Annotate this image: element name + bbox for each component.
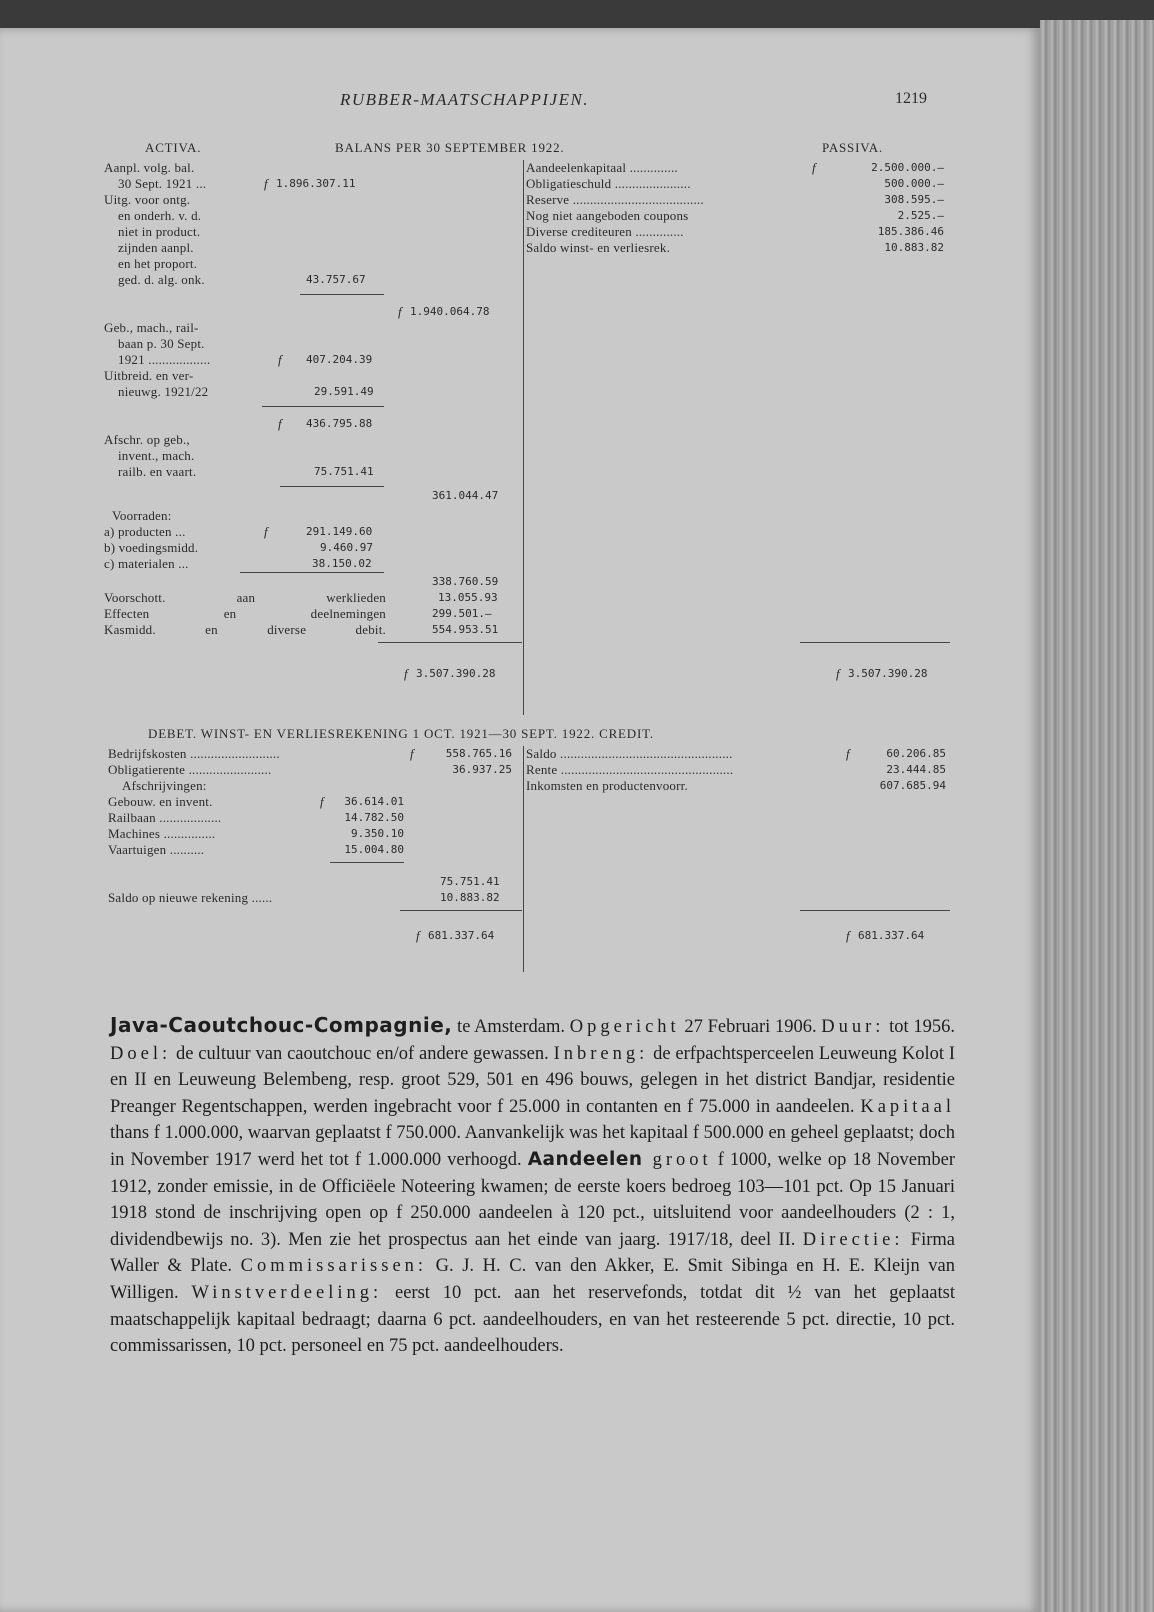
top-dark-edge [0, 0, 1154, 30]
kw-doel: Doel: [110, 1043, 172, 1064]
page-edges [1040, 20, 1154, 1612]
passiva-values: 2.500.000.— 500.000.— 308.595.— 2.525.— 185.386.46 10.883.82 [871, 161, 944, 254]
f-sign: f [410, 746, 414, 761]
wv-title: DEBET. WINST- EN VERLIESREKENING 1 OCT. 1921—30 SEPT. 1922. CREDIT. [148, 726, 654, 741]
geb-value: 407.204.39 [306, 353, 373, 366]
kw-winstverdeeling: Winstverdeeling: [191, 1282, 383, 1303]
company-article: Java-Caoutchouc-Compagnie, te Amsterdam. Opgericht 27 Februari 1906. Duur: tot 1956. Doel: de cultuur van caoutchouc en/of andere gewassen. Inbreng: de erfpachtsperceelen Leuweung Kolot I en II en Leuweung Belembeng, resp. groot 529, 501 en 496 bouws, gelegen in het district Bandjar, residentie Preanger Regentschappen, werden ingebracht voor f 25.000 in contanten en f 75.000 in aandeelen. Kapitaal thans f 1.000.000, waarvan geplaatst f 750.000. Aanvankelijk was het kapitaal f 500.000 en geheel geplaatst; doch in November 1917 werd het tot f 1.000.000 verhoogd. Aandeelen groot f 1000, welke op 18 November 1912, zonder emissie, in de Officiëele Noteering kwamen; de eerste koers bedroeg 103—101 pct. Op 15 Januari 1918 stond de inschrijving open op f 250.000 aandeelen à 120 pct., uitsluitend voor aandeelhouders (2 : 1, dividendbewijs no. 3). Men zie het prospectus aan het einde van jaarg. 1917/18, deel II. Directie: Firma Waller & Plate. Commissarissen: G. J. H. C. van den Akker, E. Smit Sibinga en H. E. Kleijn van Willigen. Winstverdeeling: eerst 10 pct. aan het reservefonds, totdat dit ½ van het geplaatst maatschappelijk kapitaal bedraagt; daarna 6 pct. aandeelhouders, en van het resteerende 5 pct. directie, 10 pct. commissarissen, 10 pct. personeel en 75 pct. aandeelhouders. [110, 1013, 956, 1357]
f-sign: f [264, 524, 268, 539]
kw-duur: Duur: [821, 1017, 885, 1037]
afschr-total: 75.751.41 [440, 875, 500, 888]
saldo-value: 10.883.82 [440, 891, 500, 904]
f-sign: f [398, 304, 402, 319]
credit-labels: Saldo .................................................. Rente .................................................. Inkomsten en productenvoorr. [526, 746, 734, 793]
activa-total: 3.507.390.28 [416, 667, 496, 680]
f-sign: f [278, 416, 282, 431]
total-rule [800, 642, 950, 643]
activa-label: ACTIVA. [145, 140, 202, 155]
passiva-total: 3.507.390.28 [848, 667, 928, 680]
activa-geb-lines: Geb., mach., rail- baan p. 30 Sept. 1921 .................. Uitbreid. en ver- nieuwg. 1921/22 [104, 320, 211, 399]
page-number: 1219 [895, 90, 927, 107]
other-activa-labels: Voorschott. aan werklieden Effecten en deelnemingen Kasmidd. en diverse debit. [104, 590, 386, 637]
credit-total: 681.337.64 [858, 929, 925, 942]
voorraden-values: 291.149.60 9.460.97 38.150.02 [306, 525, 373, 570]
saldo-label: Saldo op nieuwe rekening ...... [108, 890, 273, 905]
uitbreid-value: 29.591.49 [314, 385, 374, 398]
afschr-item-values: 36.614.01 14.782.50 9.350.10 15.004.80 [344, 795, 404, 856]
total-rule [378, 642, 522, 643]
passiva-labels: Aandeelenkapitaal .............. Obligatieschuld ...................... Reserve ...................................... Nog niet aangeboden coupons Diverse crediteuren .............. Saldo winst- en verliesrek. [526, 160, 704, 255]
kw-inbreng: Inbreng: [553, 1043, 649, 1064]
kw-directie: Directie: [802, 1229, 904, 1250]
kw-opgericht: Opgericht [569, 1017, 680, 1037]
subtotal-2: 361.044.47 [432, 489, 499, 502]
total-rule [800, 910, 950, 911]
kw-commissarissen: Commissarissen: [240, 1256, 428, 1277]
f-sign: f [320, 794, 324, 809]
sum-rule [280, 486, 384, 487]
afschr-value: 75.751.41 [314, 465, 374, 478]
kw-aandeelen: Aandeelen [527, 1148, 643, 1170]
sum-rule [262, 406, 384, 407]
aanpl-value: 1.896.307.11 [276, 177, 356, 190]
debet-total: 681.337.64 [428, 929, 495, 942]
sum-rule [300, 294, 384, 295]
geb-sum: 436.795.88 [306, 417, 373, 430]
activa-aanpl-lines: Aanpl. volg. bal. 30 Sept. 1921 ... Uitg. voor ontg. en onderh. v. d. niet in product. zijnden aanpl. en het proport. ged. d. alg. onk. [104, 160, 207, 287]
kw-kapitaal: Kapitaal [860, 1096, 955, 1117]
voorraden-title: Voorraden: [112, 508, 172, 523]
f-sign: f [416, 928, 420, 943]
running-header: RUBBER-MAATSCHAPPIJEN. [340, 90, 590, 109]
subtotal-1: 1.940.064.78 [410, 305, 490, 318]
f-sign: f [264, 176, 268, 191]
balans-title: BALANS PER 30 SEPTEMBER 1922. [335, 140, 565, 155]
debet-values: 558.765.16 36.937.25 [445, 747, 512, 776]
f-sign: f [278, 352, 282, 367]
sum-rule [240, 572, 384, 573]
debet-labels: Bedrijfskosten .......................... Obligatierente ........................ Afschrijvingen: Gebouw. en invent. Railbaan .................. Machines ............... Vaartuigen .......... [108, 746, 280, 857]
total-rule [400, 910, 522, 911]
company-name: Java-Caoutchouc-Compagnie, [110, 1013, 453, 1037]
voorraden-labels: a) producten ... b) voedingsmidd. c) materialen ... [104, 524, 199, 571]
balans-divider [523, 160, 524, 715]
book-page [0, 28, 1040, 1612]
credit-values: 60.206.85 23.444.85 607.685.94 [879, 747, 946, 792]
sum-rule [330, 862, 404, 863]
f-sign: f [846, 746, 850, 761]
f-sign: f [836, 666, 840, 681]
ontg-value: 43.757.67 [306, 273, 366, 286]
other-activa-values: 13.055.93 299.501.— 554.953.51 [432, 591, 499, 636]
f-sign: f [404, 666, 408, 681]
subtotal-3: 338.760.59 [432, 575, 499, 588]
wv-divider [523, 746, 524, 972]
f-sign: f [846, 928, 850, 943]
passiva-label: PASSIVA. [822, 140, 883, 155]
activa-afschr-lines: Afschr. op geb., invent., mach. railb. en vaart. [104, 432, 197, 479]
f-sign: f [812, 160, 816, 175]
